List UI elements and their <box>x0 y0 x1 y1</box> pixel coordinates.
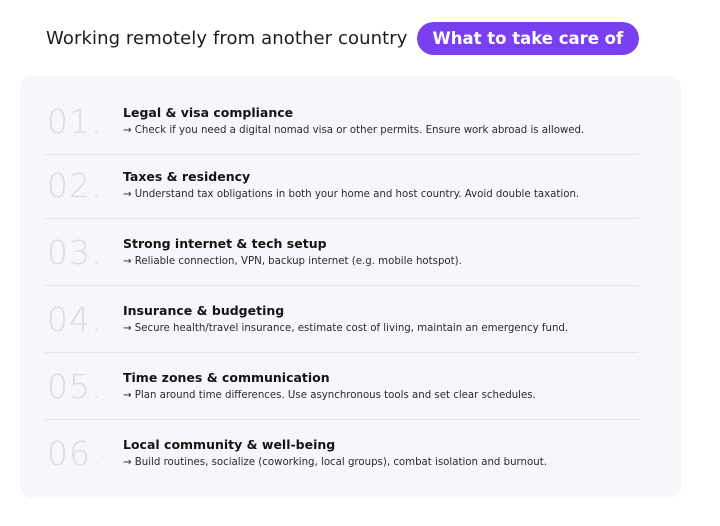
item-description: → Plan around time differences. Use asynchronous tools and set clear schedules. <box>123 390 536 401</box>
item-number: 06. <box>47 434 103 473</box>
list-item <box>45 88 638 155</box>
item-description: → Check if you need a digital nomad visa or other permits. Ensure work abroad is allowed. <box>123 125 585 136</box>
item-description: → Secure health/travel insurance, estimate cost of living, maintain an emergency fund. <box>123 323 569 334</box>
list-item <box>45 286 638 353</box>
item-number: 03. <box>47 233 103 272</box>
list-item <box>45 420 638 487</box>
header <box>46 20 639 56</box>
item-number: 05. <box>47 367 103 406</box>
item-title: Insurance & budgeting <box>123 303 285 318</box>
list-item <box>45 353 638 420</box>
item-number: 01. <box>47 102 103 141</box>
item-description: → Build routines, socialize (coworking, local groups), combat isolation and burnout. <box>123 457 547 468</box>
page-title: Working remotely from another country <box>46 27 408 49</box>
list-item <box>45 219 638 286</box>
item-title: Legal & visa compliance <box>123 105 294 120</box>
item-title: Local community & well-being <box>123 437 336 452</box>
item-number: 02. <box>47 166 103 205</box>
item-description: → Understand tax obligations in both your home and host country. Avoid double taxation. <box>123 189 580 200</box>
item-number: 04. <box>47 300 103 339</box>
item-title: Time zones & communication <box>123 370 330 385</box>
item-title: Strong internet & tech setup <box>123 236 327 251</box>
item-title: Taxes & residency <box>123 169 251 184</box>
checklist-card <box>20 76 681 498</box>
item-description: → Reliable connection, VPN, backup internet (e.g. mobile hotspot). <box>123 256 462 267</box>
title-badge: What to take care of <box>417 22 640 55</box>
list-item <box>45 152 638 219</box>
